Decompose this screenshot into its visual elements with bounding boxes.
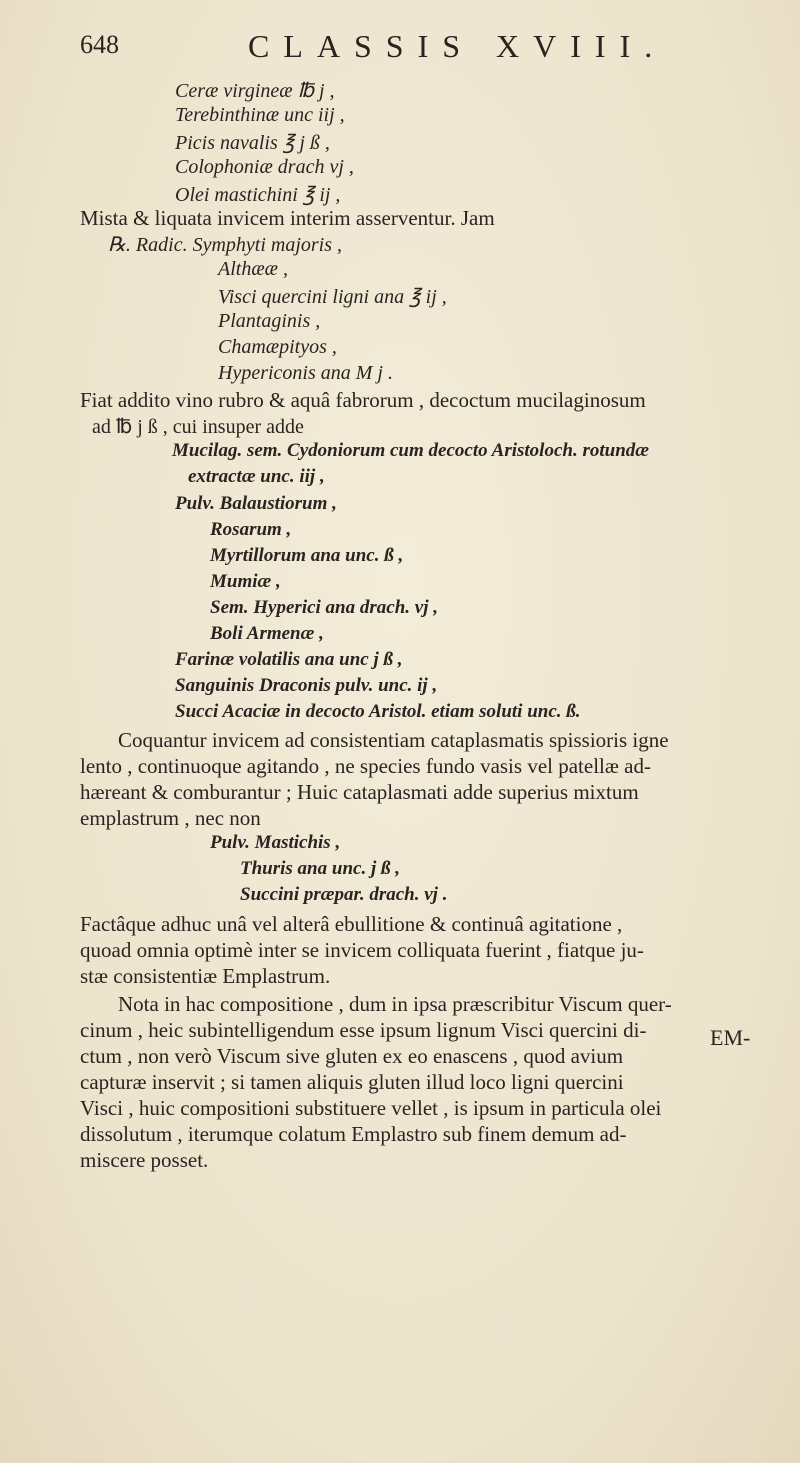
text-line: Hypericonis ana M j . (218, 362, 393, 384)
text-line: Coquantur invicem ad consistentiam cataplasmatis spissioris igne (118, 728, 669, 752)
text-line: Succini præpar. drach. vj . (240, 884, 448, 905)
text-line: Olei mastichini ℥ ij , (175, 184, 341, 206)
text-line: lento , continuoque agitando , ne species fundo vasis vel patellæ ad- (80, 754, 651, 778)
text-line: ℞. Radic. Symphyti majoris , (108, 234, 343, 256)
text-line: ad ℔ j ß , cui insuper adde (92, 416, 304, 438)
text-line: Terebinthinæ unc iij , (175, 104, 345, 126)
text-line: Rosarum , (210, 519, 292, 540)
text-line: Sem. Hyperici ana drach. vj , (210, 597, 438, 618)
text-line: Fiat addito vino rubro & aquâ fabrorum , decoctum mucilaginosum (80, 388, 646, 412)
text-line: Ceræ virgineæ ℔ j , (175, 80, 335, 102)
text-line: Plantaginis , (218, 310, 321, 332)
text-line: extractæ unc. iij , (188, 466, 325, 487)
text-line: Visci , huic compositioni substituere vellet , is ipsum in particula olei (80, 1096, 662, 1120)
text-line: Boli Armenæ , (210, 623, 324, 644)
text-line: Myrtillorum ana unc. ß , (210, 545, 404, 566)
text-line: Mista & liquata invicem interim asserventur. Jam (80, 206, 495, 230)
text-line: Mucilag. sem. Cydoniorum cum decocto Aristoloch. rotundæ (172, 440, 649, 461)
text-line: Succi Acaciæ in decocto Aristol. etiam soluti unc. ß. (175, 701, 581, 722)
text-line: Visci quercini ligni ana ℥ ij , (218, 286, 447, 308)
text-line: Mumiæ , (210, 571, 281, 592)
text-line: Pulv. Balaustiorum , (175, 493, 337, 514)
text-line: quoad omnia optimè inter se invicem colliquata fuerint , fiatque ju- (80, 938, 644, 962)
text-line: hæreant & comburantur ; Huic cataplasmati adde superius mixtum (80, 780, 639, 804)
text-line: Nota in hac compositione , dum in ipsa præscribitur Viscum quer- (118, 992, 672, 1016)
text-line: ctum , non verò Viscum sive gluten ex eo enascens , quod avium (80, 1044, 624, 1068)
text-line: stæ consistentiæ Emplastrum. (80, 964, 331, 988)
text-line: Farinæ volatilis ana unc j ß , (175, 649, 403, 670)
catchword: EM- (710, 1025, 751, 1050)
text-line: dissolutum , iterumque colatum Emplastro sub finem demum ad- (80, 1122, 627, 1146)
text-line: Althææ , (218, 258, 289, 280)
text-line: Colophoniæ drach vj , (175, 156, 354, 178)
text-line: emplastrum , nec non (80, 806, 261, 830)
text-line: Picis navalis ℥ j ß , (175, 132, 330, 154)
text-line: capturæ inservit ; si tamen aliquis gluten illud loco ligni quercini (80, 1070, 624, 1094)
text-line: Thuris ana unc. j ß , (240, 858, 400, 879)
running-head: CLASSIS XVIII. (248, 28, 667, 64)
text-line: Factâque adhuc unâ vel alterâ ebullitione & continuâ agitatione , (80, 912, 623, 936)
page-number: 648 (80, 30, 119, 59)
text-line: Sanguinis Draconis pulv. unc. ij , (175, 675, 438, 696)
text-line: Chamæpityos , (218, 336, 337, 358)
text-line: Pulv. Mastichis , (210, 832, 341, 853)
text-line: cinum , heic subintelligendum esse ipsum lignum Visci quercini di- (80, 1018, 647, 1042)
page-header (80, 22, 770, 66)
text-line: miscere posset. (80, 1148, 209, 1172)
